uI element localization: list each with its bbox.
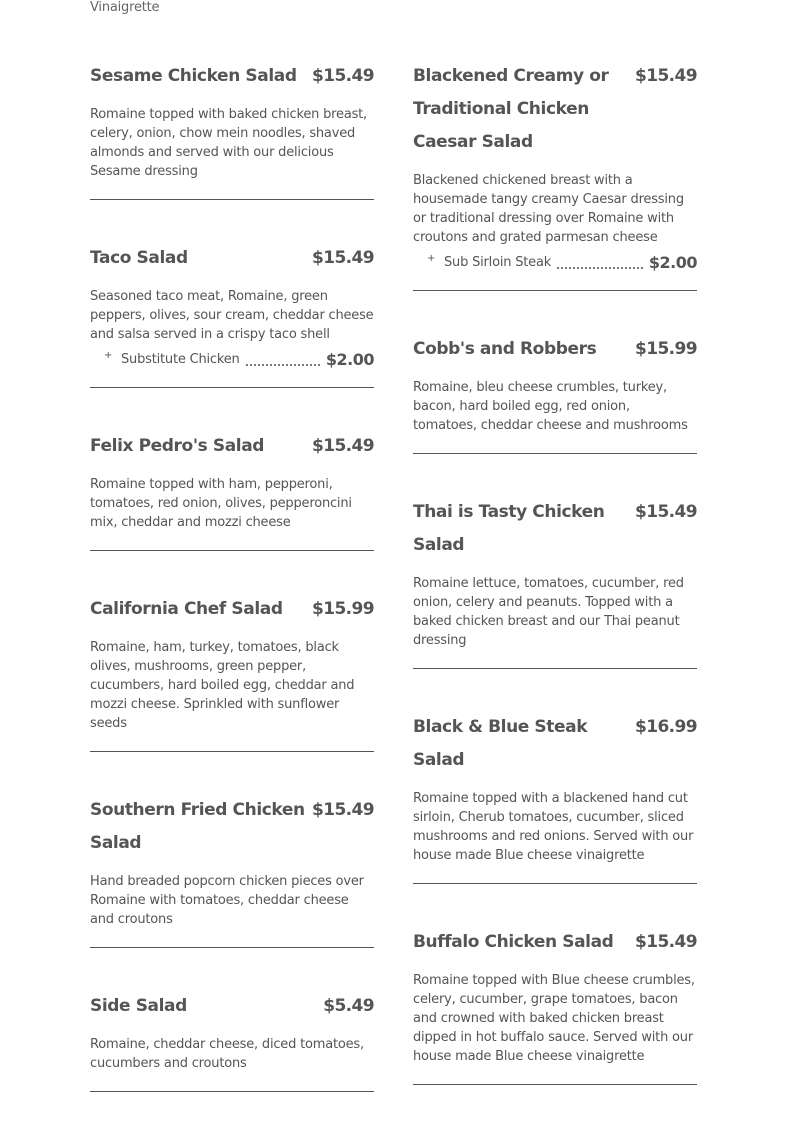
menu-item-name: Side Salad xyxy=(90,996,187,1016)
menu-item xyxy=(90,430,374,551)
menu-item-name: Buffalo Chicken Salad xyxy=(413,932,614,952)
addon-label: Substitute Chicken xyxy=(121,352,240,367)
menu-item xyxy=(90,593,374,752)
menu-column-right xyxy=(413,60,697,1127)
menu-item-name: Sesame Chicken Salad xyxy=(90,66,297,86)
menu-item-price: $5.49 xyxy=(323,996,374,1016)
menu-item-description xyxy=(413,171,697,290)
menu-item xyxy=(90,242,374,388)
dot-leader xyxy=(246,354,320,366)
menu-item-price: $16.99 xyxy=(634,717,697,737)
dot-leader xyxy=(557,257,643,269)
menu-item xyxy=(413,711,697,884)
menu-item-price: $15.49 xyxy=(634,932,697,952)
menu-item-description: Romaine lettuce, tomatoes, cucumber, red onion, celery and peanuts. Topped with a baked chicken breast and our Thai peanut dressing xyxy=(413,576,684,648)
menu-item xyxy=(413,496,697,669)
menu-item-price: $15.99 xyxy=(311,599,374,619)
menu-item-price: $15.49 xyxy=(634,66,697,86)
menu-item-description: Hand breaded popcorn chicken pieces over Romaine with tomatoes, cheddar cheese and croutons xyxy=(90,874,364,927)
previous-item-description-fragment: Vinaigrette xyxy=(90,0,160,15)
menu-item xyxy=(90,60,374,200)
menu-item xyxy=(413,926,697,1085)
menu-item-name: California Chef Salad xyxy=(90,599,283,619)
addon-price: $2.00 xyxy=(648,253,697,272)
menu-item-description: Romaine, ham, turkey, tomatoes, black olives, mushrooms, green pepper, cucumbers, hard boiled egg, cheddar and mozzi cheese. Sprinkled with sunflower seeds xyxy=(90,640,355,731)
menu-item xyxy=(413,333,697,454)
menu-item-price: $15.49 xyxy=(311,248,374,268)
menu-item-description-text: Blackened chickened breast with a housemade tangy creamy Caesar dressing or traditional dressing over Romaine with croutons and grated parmesan cheese xyxy=(413,173,684,245)
menu-column-left xyxy=(90,60,374,1134)
menu-item-name: Cobb's and Robbers xyxy=(413,339,597,359)
menu-item-name: Taco Salad xyxy=(90,248,188,268)
menu-item-addon xyxy=(413,253,697,272)
menu-item-name: Blackened Creamy or Traditional Chicken Caesar Salad xyxy=(413,66,609,152)
menu-item-addon xyxy=(90,350,374,369)
menu-item-description: Romaine, bleu cheese crumbles, turkey, bacon, hard boiled egg, red onion, tomatoes, cheddar cheese and mushrooms xyxy=(413,380,688,433)
menu-item-price: $15.49 xyxy=(311,436,374,456)
plus-icon: + xyxy=(104,350,113,361)
menu-item-description: Romaine, cheddar cheese, diced tomatoes, cucumbers and croutons xyxy=(90,1037,364,1071)
plus-icon: + xyxy=(427,253,436,264)
menu-item-name: Southern Fried Chicken Salad xyxy=(90,800,305,853)
menu-item-description: Romaine topped with baked chicken breast, celery, onion, chow mein noodles, shaved almonds and served with our delicious Sesame dressing xyxy=(90,107,367,179)
menu-item xyxy=(413,60,697,291)
menu-item-price: $15.99 xyxy=(634,339,697,359)
addon-price: $2.00 xyxy=(325,350,374,369)
menu-item-name: Thai is Tasty Chicken Salad xyxy=(413,502,605,555)
addon-label: Sub Sirloin Steak xyxy=(444,255,552,270)
menu-item-description-text: Seasoned taco meat, Romaine, green peppers, olives, sour cream, cheddar cheese and salsa served in a crispy taco shell xyxy=(90,289,374,342)
menu-item-name: Felix Pedro's Salad xyxy=(90,436,265,456)
menu-item xyxy=(90,794,374,948)
menu-item-price: $15.49 xyxy=(311,800,374,820)
menu-item-description: Romaine topped with a blackened hand cut sirloin, Cherub tomatoes, cucumber, sliced mushrooms and red onions. Served with our house made Blue cheese vinaigrette xyxy=(413,791,694,863)
menu-item-description: Romaine topped with Blue cheese crumbles, celery, cucumber, grape tomatoes, bacon and crowned with baked chicken breast dipped in hot buffalo sauce. Served with our house made Blue cheese vinaigrette xyxy=(413,973,695,1064)
menu-item-price: $15.49 xyxy=(311,66,374,86)
menu-item-price: $15.49 xyxy=(634,502,697,522)
menu-item-description: Romaine topped with ham, pepperoni, tomatoes, red onion, olives, pepperoncini mix, cheddar and mozzi cheese xyxy=(90,477,352,530)
menu-item-name: Black & Blue Steak Salad xyxy=(413,717,588,770)
menu-item-description xyxy=(90,287,374,387)
menu-item xyxy=(90,990,374,1092)
